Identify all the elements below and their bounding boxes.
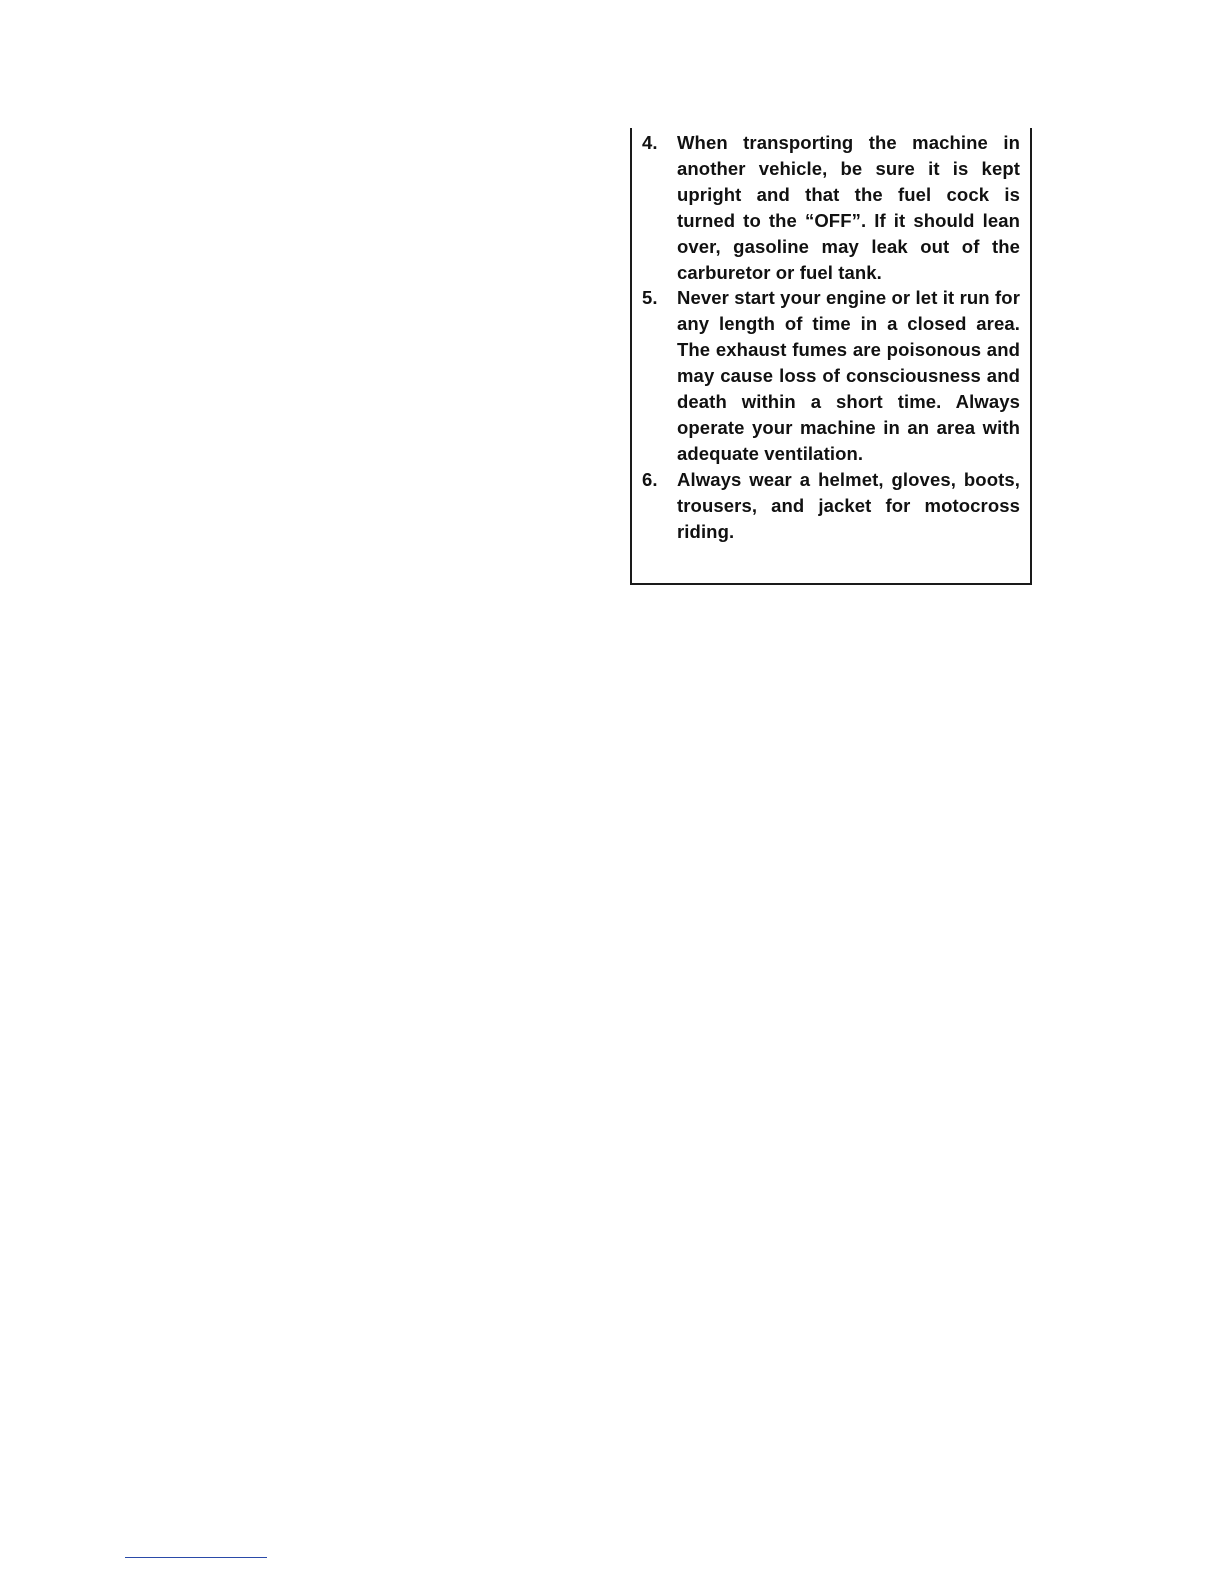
- item-number: 6.: [642, 468, 658, 490]
- warning-item-6: [642, 467, 1020, 545]
- item-text: Always wear a helmet, gloves, boots, trousers, and jacket for motocross riding.: [677, 468, 1020, 542]
- warning-item-4: [642, 130, 1020, 285]
- warning-box: [630, 128, 1032, 585]
- warning-item-5: [642, 285, 1020, 466]
- item-number: 4.: [642, 132, 658, 153]
- item-number: 5.: [642, 287, 658, 309]
- item-text: Never start your engine or let it run for any length of time in a closed area. The exhaust fumes are poisonous and may cause loss of consciousness and death within a short time. Always operate your machine in an area with adequate ventilation.: [677, 287, 1020, 464]
- item-text: When transporting the machine in another vehicle, be sure it is kept upright and that the fuel cock is turned to the “OFF”. If it should lean over, gasoline may leak out of the carburetor or fuel tank.: [677, 132, 1020, 283]
- footnote-rule: [125, 1557, 267, 1558]
- warning-list: [642, 130, 1020, 545]
